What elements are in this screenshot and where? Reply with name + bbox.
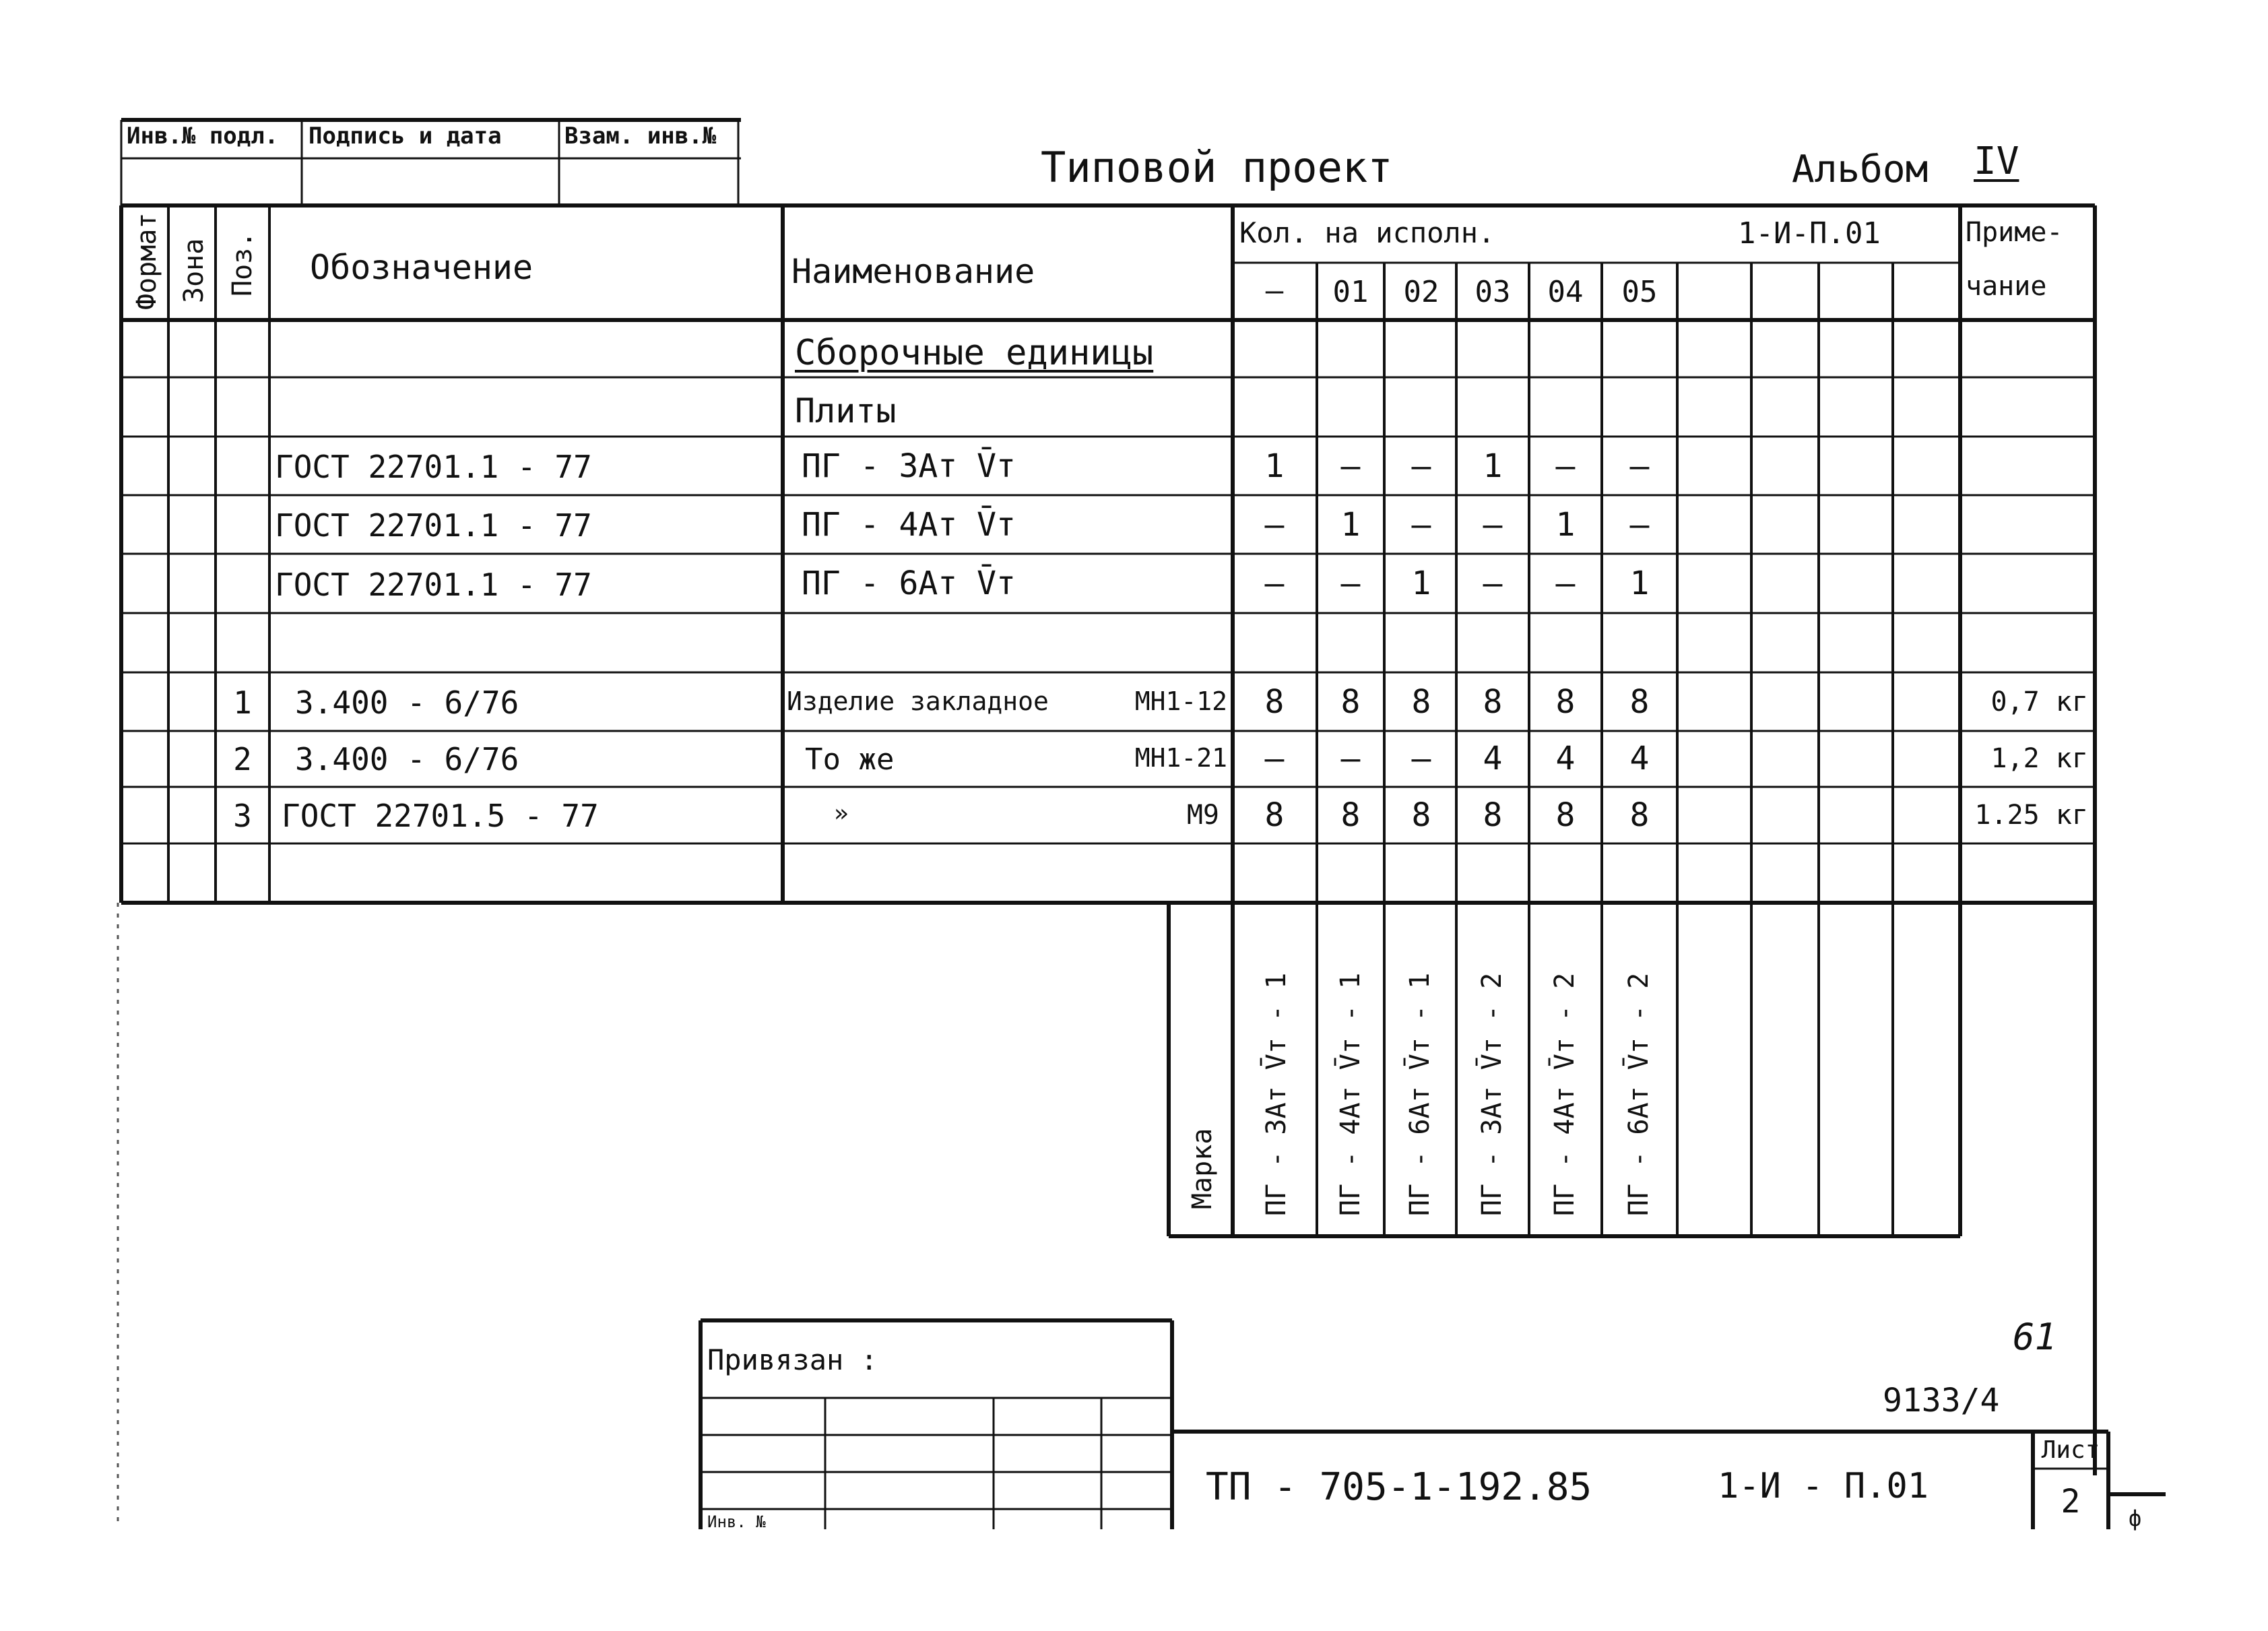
inv-label: Инв.№ подл.	[127, 123, 279, 150]
row-qty: 8	[1340, 796, 1361, 834]
row-qty: —	[1629, 506, 1650, 544]
row-qty: —	[1264, 740, 1285, 777]
row-name-extra: М9	[1186, 800, 1219, 831]
row-name: ПГ - 6Ат V̄т	[802, 565, 1016, 602]
name-header: Наименование	[791, 252, 1035, 291]
row-name: ПГ - 4Ат V̄т	[802, 506, 1016, 544]
signature-label: Подпись и дата	[309, 123, 502, 150]
row-qty: 8	[1264, 683, 1285, 721]
row-qty: 4	[1629, 740, 1650, 777]
format-mark: ф	[2129, 1506, 2142, 1531]
qty-header: Кол. на исполн.	[1239, 216, 1495, 249]
variant-header: 04	[1547, 275, 1584, 309]
row-note: 1,2 кг	[1990, 743, 2088, 774]
row-qty: 8	[1264, 796, 1285, 834]
row-qty: —	[1411, 447, 1431, 485]
sheet-label: Лист	[2041, 1436, 2100, 1464]
variant-header: 03	[1475, 275, 1511, 309]
position-column-header: Поз.	[227, 231, 258, 296]
row-qty: 8	[1411, 683, 1431, 721]
row-qty: —	[1555, 447, 1576, 485]
row-name: »	[834, 800, 849, 827]
marka-item: ПГ - 4Ат V̄т - 1	[1335, 972, 1366, 1216]
row-qty: 4	[1555, 740, 1576, 777]
designation-header: Обозначение	[310, 248, 533, 287]
row-qty: 8	[1483, 683, 1503, 721]
marka-item: ПГ - 3Ат V̄т - 2	[1477, 972, 1508, 1216]
row-name: ПГ - 3Ат V̄т	[802, 447, 1016, 485]
row-qty: —	[1629, 447, 1650, 485]
row-designation: ГОСТ 22701.1 - 77	[275, 449, 592, 485]
variant-header: —	[1265, 274, 1284, 308]
variant-header: 05	[1621, 275, 1658, 309]
archive-number: 9133/4	[1883, 1382, 2000, 1419]
row-qty: 1	[1340, 506, 1361, 544]
row-qty: 8	[1340, 683, 1361, 721]
project-title: Типовой проект	[1041, 143, 1393, 192]
row-name: Изделие закладное	[787, 686, 1049, 716]
section-plates: Плиты	[795, 391, 897, 430]
row-qty: —	[1411, 740, 1431, 777]
row-name-extra: МН1-12	[1134, 686, 1227, 716]
row-qty: —	[1340, 740, 1361, 777]
row-qty: —	[1555, 565, 1576, 602]
row-designation: 3.400 - 6/76	[295, 741, 519, 777]
variant-header: 01	[1332, 275, 1369, 309]
row-qty: 1	[1555, 506, 1576, 544]
row-designation: ГОСТ 22701.1 - 77	[275, 567, 592, 603]
row-qty: 1	[1411, 565, 1431, 602]
row-qty: 8	[1629, 683, 1650, 721]
marka-label: Марка	[1187, 1128, 1218, 1209]
album-number: IV	[1974, 139, 2019, 183]
row-position: 2	[233, 741, 252, 777]
row-qty: 1	[1483, 447, 1503, 485]
marka-item: ПГ - 6Ат V̄т - 2	[1623, 972, 1654, 1216]
page-number: 61	[2013, 1316, 2057, 1358]
variant-header: 02	[1403, 275, 1439, 309]
binding-label: Привязан :	[707, 1343, 878, 1376]
row-position: 1	[233, 684, 252, 721]
row-qty: —	[1483, 565, 1503, 602]
row-name: То же	[805, 742, 895, 777]
marka-item: ПГ - 4Ат V̄т - 2	[1549, 972, 1580, 1216]
binding-inv-label: Инв. №	[707, 1512, 766, 1531]
replace-label: Взам. инв.№	[564, 123, 717, 150]
marka-item: ПГ - 3Ат V̄т - 1	[1261, 972, 1292, 1216]
row-note: 1.25 кг	[1974, 800, 2088, 831]
row-qty: —	[1411, 506, 1431, 544]
qty-doc-code: 1-И-П.01	[1738, 216, 1881, 251]
format-column-header: Формат	[131, 212, 162, 310]
row-designation: ГОСТ 22701.1 - 77	[275, 507, 592, 544]
document-code: 1-И - П.01	[1718, 1466, 1929, 1506]
row-qty: —	[1340, 447, 1361, 485]
row-designation: ГОСТ 22701.5 - 77	[282, 798, 599, 834]
row-qty: —	[1264, 565, 1285, 602]
section-assembly-units: Сборочные единицы	[795, 333, 1154, 373]
project-code: ТП - 705-1-192.85	[1206, 1465, 1592, 1509]
zone-column-header: Зона	[179, 238, 209, 303]
row-qty: 8	[1555, 796, 1576, 834]
row-designation: 3.400 - 6/76	[295, 684, 519, 721]
row-note: 0,7 кг	[1990, 686, 2088, 717]
row-name-extra: МН1-21	[1134, 743, 1227, 773]
row-qty: 8	[1629, 796, 1650, 834]
row-qty: 8	[1411, 796, 1431, 834]
row-qty: 1	[1629, 565, 1650, 602]
row-qty: 4	[1483, 740, 1503, 777]
row-qty: —	[1340, 565, 1361, 602]
note-header-line2: чание	[1966, 271, 2047, 302]
row-qty: 8	[1483, 796, 1503, 834]
sheet-number: 2	[2061, 1483, 2081, 1521]
row-qty: —	[1483, 506, 1503, 544]
note-header-line1: Приме-	[1966, 217, 2063, 248]
row-qty: 8	[1555, 683, 1576, 721]
album-label: Альбом	[1792, 148, 1929, 191]
marka-item: ПГ - 6Ат V̄т - 1	[1404, 972, 1435, 1216]
row-qty: 1	[1264, 447, 1285, 485]
row-position: 3	[233, 798, 252, 834]
row-qty: —	[1264, 506, 1285, 544]
